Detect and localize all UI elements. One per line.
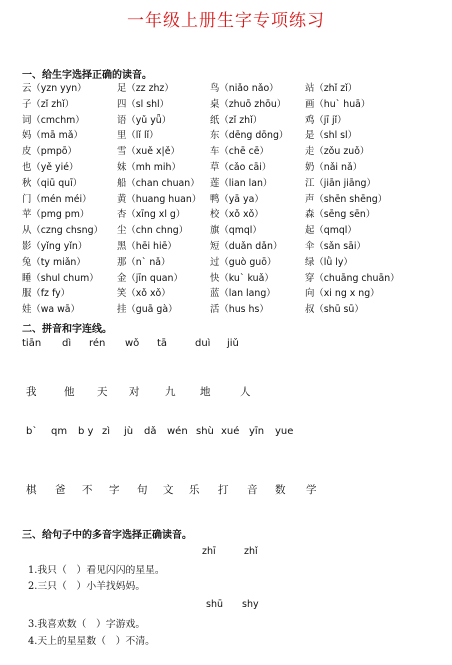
reading-cell[interactable]: 旗（qmql） [210,225,262,237]
reading-cell[interactable]: 过（guò guō） [210,256,277,268]
pronunciation-option[interactable]: zhǐ [244,546,258,557]
question-3: 3.我喜欢数（ ）字游戏。 [28,619,146,630]
reading-cell[interactable]: 语（yǔ yǖ） [117,114,172,126]
char-item[interactable]: 句 [137,484,148,496]
char-item[interactable]: 字 [109,484,120,496]
pinyin-item[interactable]: tā [157,338,168,349]
reading-cell[interactable]: 短（duǎn dǎn） [210,240,283,252]
reading-cell[interactable]: 纸（zǐ zhǐ） [210,114,263,126]
reading-cell[interactable]: 皮（pmpō） [22,146,77,158]
char-item[interactable]: 文 [163,484,174,496]
reading-cell[interactable]: 挂（guā gà） [117,304,178,316]
reading-cell[interactable]: 蓝（lan lang） [210,288,276,300]
reading-cell[interactable]: 草（cǎo cāi） [210,161,272,173]
reading-cell[interactable]: 鸭（yā ya） [210,193,264,205]
pinyin-item[interactable]: tiān [22,338,42,349]
pinyin-item[interactable]: qm [51,426,68,437]
char-item[interactable]: 我 [26,386,37,398]
reading-cell[interactable]: 四（sl shl） [117,98,170,110]
table-row [22,238,452,254]
reading-cell[interactable]: 云（yzn yyn） [22,83,87,94]
reading-cell[interactable]: 车（chē cē） [210,146,269,158]
reading-cell[interactable]: 金（jīn quan） [117,272,183,284]
pinyin-item[interactable]: xué [221,426,240,437]
pinyin-item[interactable]: yīn [249,426,265,437]
section2-heading: 二、拼音和字连线。 [22,324,112,335]
table-row [22,191,452,207]
reading-cell[interactable]: 伞（sǎn sāi） [305,240,366,252]
char-item[interactable]: 数 [275,484,286,496]
reading-cell[interactable]: 睡（shul chum） [22,272,99,284]
pinyin-item[interactable]: b y [78,426,94,437]
reading-cell[interactable]: 向（xi ng x ng） [305,288,380,300]
pronunciation-option[interactable]: shy [242,599,259,610]
reading-cell[interactable]: 快（ku` kuǎ） [210,272,274,284]
reading-cell[interactable]: 站（zhǐ zǐ） [305,83,358,94]
reading-cell[interactable]: 绿（lǜ ly） [305,256,353,268]
reading-cell[interactable]: 校（xǒ xǒ） [210,209,264,221]
reading-cell[interactable]: 从（czng chsng） [22,225,103,237]
reading-cell[interactable]: 尘（chn chng） [117,225,189,237]
char-item[interactable]: 爸 [55,484,66,496]
table-row [22,222,452,238]
reading-cell[interactable]: 江（jiān jiāng） [305,177,376,189]
question-1: 1.我只（ ）看见闪闪的星星。 [28,565,165,576]
char-item[interactable]: 学 [306,484,317,496]
table-row [22,254,452,270]
reading-cell[interactable]: 活（hus hs） [210,304,269,316]
reading-cell[interactable]: 妹（mh mih） [117,161,181,173]
reading-cell[interactable]: 奶（nǎi nǎ） [305,161,363,173]
char-item[interactable]: 打 [218,484,229,496]
reading-cell[interactable]: 苹（pmg pm） [22,209,90,221]
pinyin-item[interactable]: shù [196,426,214,437]
pinyin-item[interactable]: zì [102,426,111,437]
reading-cell[interactable]: 是（shl sl） [305,130,358,142]
reading-cell[interactable]: 雪（xuě x|ě） [117,146,180,158]
reading-cell[interactable]: 笑（xǒ xǒ） [117,288,171,300]
reading-cell[interactable]: 走（zǒu zuǒ） [305,146,370,158]
question-4: 4.天上的星星数（ ）不清。 [28,636,155,647]
table-row [22,143,452,159]
char-item[interactable]: 天 [97,386,108,398]
table-row [22,96,452,112]
reading-cell[interactable]: 秋（qiū quī） [22,177,83,189]
char-item[interactable]: 音 [247,484,258,496]
reading-cell[interactable]: 兔（ty miǎn） [22,256,86,268]
table-row [22,80,452,96]
table-row [22,301,452,317]
reading-cell[interactable]: 船（chan chuan） [117,177,200,189]
reading-cell[interactable]: 鸡（jī jǐ） [305,114,347,126]
reading-cell[interactable]: 妈（mā mǎ） [22,130,83,142]
char-item[interactable]: 他 [64,386,75,398]
reading-cell[interactable]: 也（yě yié） [22,161,79,173]
char-item[interactable]: 人 [240,386,251,398]
reading-cell[interactable]: 娃（wa wā） [22,304,80,316]
pinyin-item[interactable]: dì [62,338,72,349]
section3-heading: 三、给句子中的多音字选择正确读音。 [22,530,192,541]
pinyin-item[interactable]: dǎ [144,426,157,437]
reading-cell[interactable]: 里（lǐ lǐ） [117,130,159,142]
reading-cell[interactable]: 穿（chuāng chuān） [305,272,400,284]
pinyin-item[interactable]: b` [26,426,38,437]
question-2: 2.三只（ ）小羊找妈妈。 [28,581,146,592]
pinyin-item[interactable]: wǒ [125,338,140,349]
pinyin-item[interactable]: wén [167,426,188,437]
reading-cell[interactable]: 起（qmql） [305,225,357,237]
table-row [22,127,452,143]
reading-cell[interactable]: 叔（shū sū） [305,304,364,316]
reading-cell[interactable]: 那（n` nǎ） [117,256,171,268]
reading-cell[interactable]: 桌（zhuō zhōu） [210,98,287,110]
table-row [22,159,452,175]
reading-cell[interactable]: 黑（hēi hiē） [117,240,177,252]
pinyin-item[interactable]: duì [195,338,211,349]
pinyin-item[interactable]: rén [89,338,106,349]
reading-cell[interactable]: 杏（xīng xl g） [117,209,186,221]
reading-cell[interactable]: 黄（huang huan） [117,193,202,205]
reading-choice-grid [22,80,452,317]
table-row [22,206,452,222]
reading-cell[interactable]: 影（yǐng yǐn） [22,240,88,252]
reading-cell[interactable]: 门（mén méi） [22,193,92,205]
char-item[interactable]: 不 [82,484,93,496]
section1-heading: 一、给生字选择正确的读音。 [22,70,152,81]
table-row [22,270,452,286]
reading-cell[interactable]: 森（sēng sēn） [305,209,376,221]
pronunciation-option[interactable]: zhī [202,546,216,557]
reading-cell[interactable]: 鸟（niǎo nǎo） [210,83,279,94]
table-row [22,112,452,128]
pinyin-item[interactable]: jiǔ [227,338,239,349]
page-title: 一年级上册生字专项练习 [127,11,325,31]
reading-cell[interactable]: 服（fz fy） [22,288,71,300]
reading-cell[interactable]: 画（hu` huā） [305,98,371,110]
char-item[interactable]: 九 [165,386,176,398]
pronunciation-option[interactable]: shū [206,599,223,610]
reading-cell[interactable]: 词（cmchm） [22,114,85,126]
reading-cell[interactable]: 东（dēng dōng） [210,130,289,142]
reading-cell[interactable]: 子（zǐ zhǐ） [22,98,75,110]
char-item[interactable]: 对 [129,386,140,398]
reading-cell[interactable]: 莲（lian lan） [210,177,273,189]
pinyin-item[interactable]: yue [275,426,294,437]
char-item[interactable]: 棋 [26,484,37,496]
pinyin-item[interactable]: jù [124,426,134,437]
table-row [22,285,452,301]
char-item[interactable]: 地 [200,386,211,398]
reading-cell[interactable]: 足（zz zhz） [117,83,174,94]
char-item[interactable]: 乐 [189,484,200,496]
reading-cell[interactable]: 声（shēn shēng） [305,193,388,205]
table-row [22,175,452,191]
